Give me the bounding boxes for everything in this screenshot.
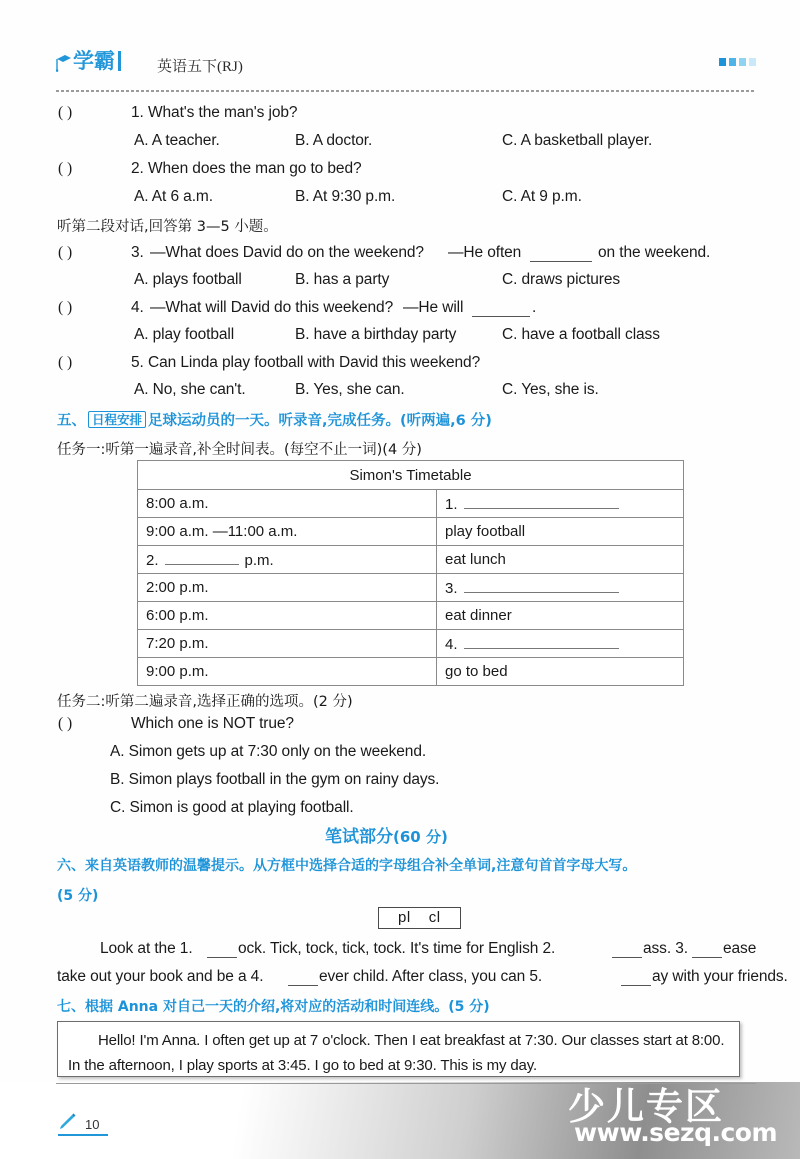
section-6-blank-2[interactable]	[612, 940, 642, 958]
question-1-stem: What's the man's job?	[148, 104, 298, 121]
question-5-option-b[interactable]: B. Yes, she can.	[295, 381, 405, 398]
question-4-answer-blank[interactable]	[472, 299, 530, 317]
simons-timetable	[137, 460, 684, 686]
section-5-points: (听两遍,6 分)	[400, 413, 492, 429]
header-subtitle: 英语五下(RJ)	[157, 59, 243, 75]
question-3-option-c[interactable]: C. draws pictures	[502, 271, 621, 288]
question-2-option-b[interactable]: B. At 9:30 p.m.	[295, 188, 396, 205]
anna-passage-box	[57, 1021, 740, 1077]
deco-square-3	[739, 58, 746, 66]
question-4-stem-ask: —What will David do this weekend?	[150, 299, 394, 316]
question-3-number: 3.	[131, 244, 144, 261]
timetable-time-7: 9:00 p.m.	[138, 658, 437, 686]
question-4-option-b[interactable]: B. have a birthday party	[295, 326, 457, 343]
timetable-time-3-label: 2.	[146, 551, 159, 569]
section-6-heading-line2: (5 分)	[57, 888, 99, 904]
timetable-activity-7: go to bed	[437, 658, 684, 686]
question-4-number: 4.	[131, 299, 144, 316]
question-5-number: 5.	[131, 354, 144, 371]
answer-bracket-q5[interactable]: ( )	[58, 354, 73, 371]
question-3-answer-blank[interactable]	[530, 244, 592, 262]
logo-divider	[118, 51, 121, 71]
letter-choice-cl[interactable]: cl	[428, 909, 441, 926]
deco-square-4	[749, 58, 756, 66]
watermark-brand-cn: 少儿专区	[568, 1085, 724, 1128]
deco-square-2	[729, 58, 736, 66]
section-5-title: 足球运动员的一天。听录音,完成任务。	[148, 413, 401, 429]
question-4-option-a[interactable]: A. play football	[134, 326, 235, 343]
question-2-stem: When does the man go to bed?	[148, 160, 362, 177]
question-3-stem-tail: on the weekend.	[598, 244, 711, 261]
section-6-passage-part-1: Look at the 1.	[100, 940, 193, 957]
written-part-title: 笔试部分	[325, 827, 393, 847]
timetable-activity-1-blank[interactable]	[464, 495, 619, 509]
answer-bracket-q3[interactable]: ( )	[58, 244, 73, 261]
timetable-activity-5: eat dinner	[437, 602, 684, 630]
question-5-option-c[interactable]: C. Yes, she is.	[502, 381, 599, 398]
question-5-stem: Can Linda play football with David this weekend?	[148, 354, 481, 371]
written-part-divider	[325, 822, 448, 847]
deco-square-1	[719, 58, 726, 66]
question-1-option-a[interactable]: A. A teacher.	[134, 132, 220, 149]
watermark-url: www.sezq.com	[574, 1118, 778, 1147]
section-5-heading	[57, 409, 492, 430]
header-divider-rule	[56, 90, 756, 92]
section-6-passage-part-3: ass. 3.	[643, 940, 688, 957]
answer-bracket-q4[interactable]: ( )	[58, 299, 73, 316]
answer-bracket-task2[interactable]: ( )	[58, 715, 73, 732]
timetable-activity-4-blank[interactable]	[464, 579, 619, 593]
timetable-title: Simon's Timetable	[138, 461, 684, 490]
brand-name: 学霸	[73, 49, 115, 73]
table-row	[138, 630, 684, 658]
table-row	[138, 602, 684, 630]
table-row	[138, 490, 684, 518]
page-number-underline	[58, 1134, 108, 1136]
site-watermark	[560, 1082, 800, 1159]
section-6-passage-part-4: ease	[723, 940, 757, 957]
anna-passage-text: Hello! I'm Anna. I often get up at 7 o'clock. Then I eat breakfast at 7:30. Our classes start at 8:00. In the afternoon, I play sports at 3:45. I go to bed at 9:30. This is my day.	[68, 1032, 725, 1074]
section-6-heading-line1: 六、来自英语教师的温馨提示。从方框中选择合适的字母组合补全单词,注意句首首字母大写。	[57, 858, 637, 874]
question-3-stem-answer: —He often	[448, 244, 522, 261]
graduation-cap-icon	[56, 54, 72, 72]
timetable-time-3-suffix: p.m.	[244, 551, 274, 569]
table-title-row	[138, 461, 684, 490]
question-4-option-c[interactable]: C. have a football class	[502, 326, 660, 343]
timetable-time-3[interactable]	[138, 546, 437, 574]
timetable-activity-6[interactable]	[437, 630, 684, 658]
question-1-number: 1.	[131, 104, 144, 121]
timetable-activity-2: play football	[437, 518, 684, 546]
brand-logo	[56, 50, 128, 72]
listening-instruction-part2: 听第二段对话,回答第 3—5 小题。	[57, 219, 278, 235]
section-6-passage-part-2: ock. Tick, tock, tick, tock. It's time for English 2.	[238, 940, 556, 957]
timetable-activity-3: eat lunch	[437, 546, 684, 574]
question-3-option-a[interactable]: A. plays football	[134, 271, 242, 288]
section-5-index: 五、	[57, 413, 86, 429]
written-part-points: (60 分)	[393, 828, 448, 846]
section-6-passage-part-6: ever child. After class, you can 5.	[319, 968, 543, 985]
timetable-time-5: 6:00 p.m.	[138, 602, 437, 630]
timetable-activity-1-label: 1.	[445, 495, 458, 513]
timetable-time-6: 7:20 p.m.	[138, 630, 437, 658]
task2-option-a[interactable]: A. Simon gets up at 7:30 only on the weekend.	[110, 743, 427, 760]
task2-option-c[interactable]: C. Simon is good at playing football.	[110, 799, 354, 816]
question-2-option-c[interactable]: C. At 9 p.m.	[502, 188, 582, 205]
question-1-option-c[interactable]: C. A basketball player.	[502, 132, 653, 149]
question-3-option-b[interactable]: B. has a party	[295, 271, 390, 288]
section-6-blank-5[interactable]	[621, 968, 651, 986]
page-header	[56, 48, 756, 92]
task2-option-b[interactable]: B. Simon plays football in the gym on rainy days.	[110, 771, 440, 788]
answer-bracket-q1[interactable]: ( )	[58, 104, 73, 121]
section-5-task-2-instruction: 任务二:听第二遍录音,选择正确的选项。(2 分)	[57, 694, 353, 710]
section-6-blank-1[interactable]	[207, 940, 237, 958]
section-6-passage-part-5: take out your book and be a 4.	[57, 968, 264, 985]
task2-question-stem: Which one is NOT true?	[131, 715, 294, 732]
question-5-option-a[interactable]: A. No, she can't.	[134, 381, 246, 398]
timetable-activity-6-label: 4.	[445, 635, 458, 653]
timetable-time-3-blank[interactable]	[165, 551, 239, 565]
timetable-activity-1[interactable]	[437, 490, 684, 518]
question-4-stem-tail: .	[532, 299, 537, 316]
table-row	[138, 518, 684, 546]
timetable-time-4: 2:00 p.m.	[138, 574, 437, 602]
timetable-time-1: 8:00 a.m.	[138, 490, 437, 518]
timetable-time-2: 9:00 a.m. —11:00 a.m.	[138, 518, 437, 546]
answer-bracket-q2[interactable]: ( )	[58, 160, 73, 177]
section-5-boxed-label: 日程安排	[88, 411, 146, 428]
section-6-passage-part-7: ay with your friends.	[652, 968, 788, 985]
table-row	[138, 574, 684, 602]
header-decoration-squares	[719, 58, 756, 66]
table-row	[138, 658, 684, 686]
question-3-stem-ask: —What does David do on the weekend?	[150, 244, 424, 261]
letter-choice-box	[378, 907, 461, 929]
page-number: 10	[85, 1117, 100, 1132]
table-row	[138, 546, 684, 574]
section-6-blank-4[interactable]	[288, 968, 318, 986]
question-1-option-b[interactable]: B. A doctor.	[295, 132, 373, 149]
timetable-activity-4-label: 3.	[445, 579, 458, 597]
timetable-activity-6-blank[interactable]	[464, 635, 619, 649]
section-7-heading: 七、根据 Anna 对自己一天的介绍,将对应的活动和时间连线。(5 分)	[57, 999, 490, 1015]
timetable-activity-4[interactable]	[437, 574, 684, 602]
section-5-task-1-instruction: 任务一:听第一遍录音,补全时间表。(每空不止一词)(4 分)	[57, 442, 422, 458]
question-2-number: 2.	[131, 160, 144, 177]
section-6-blank-3[interactable]	[692, 940, 722, 958]
question-2-option-a[interactable]: A. At 6 a.m.	[134, 188, 213, 205]
question-4-stem-answer: —He will	[403, 299, 464, 316]
letter-choice-pl[interactable]: pl	[398, 909, 411, 926]
pencil-icon	[58, 1112, 78, 1132]
